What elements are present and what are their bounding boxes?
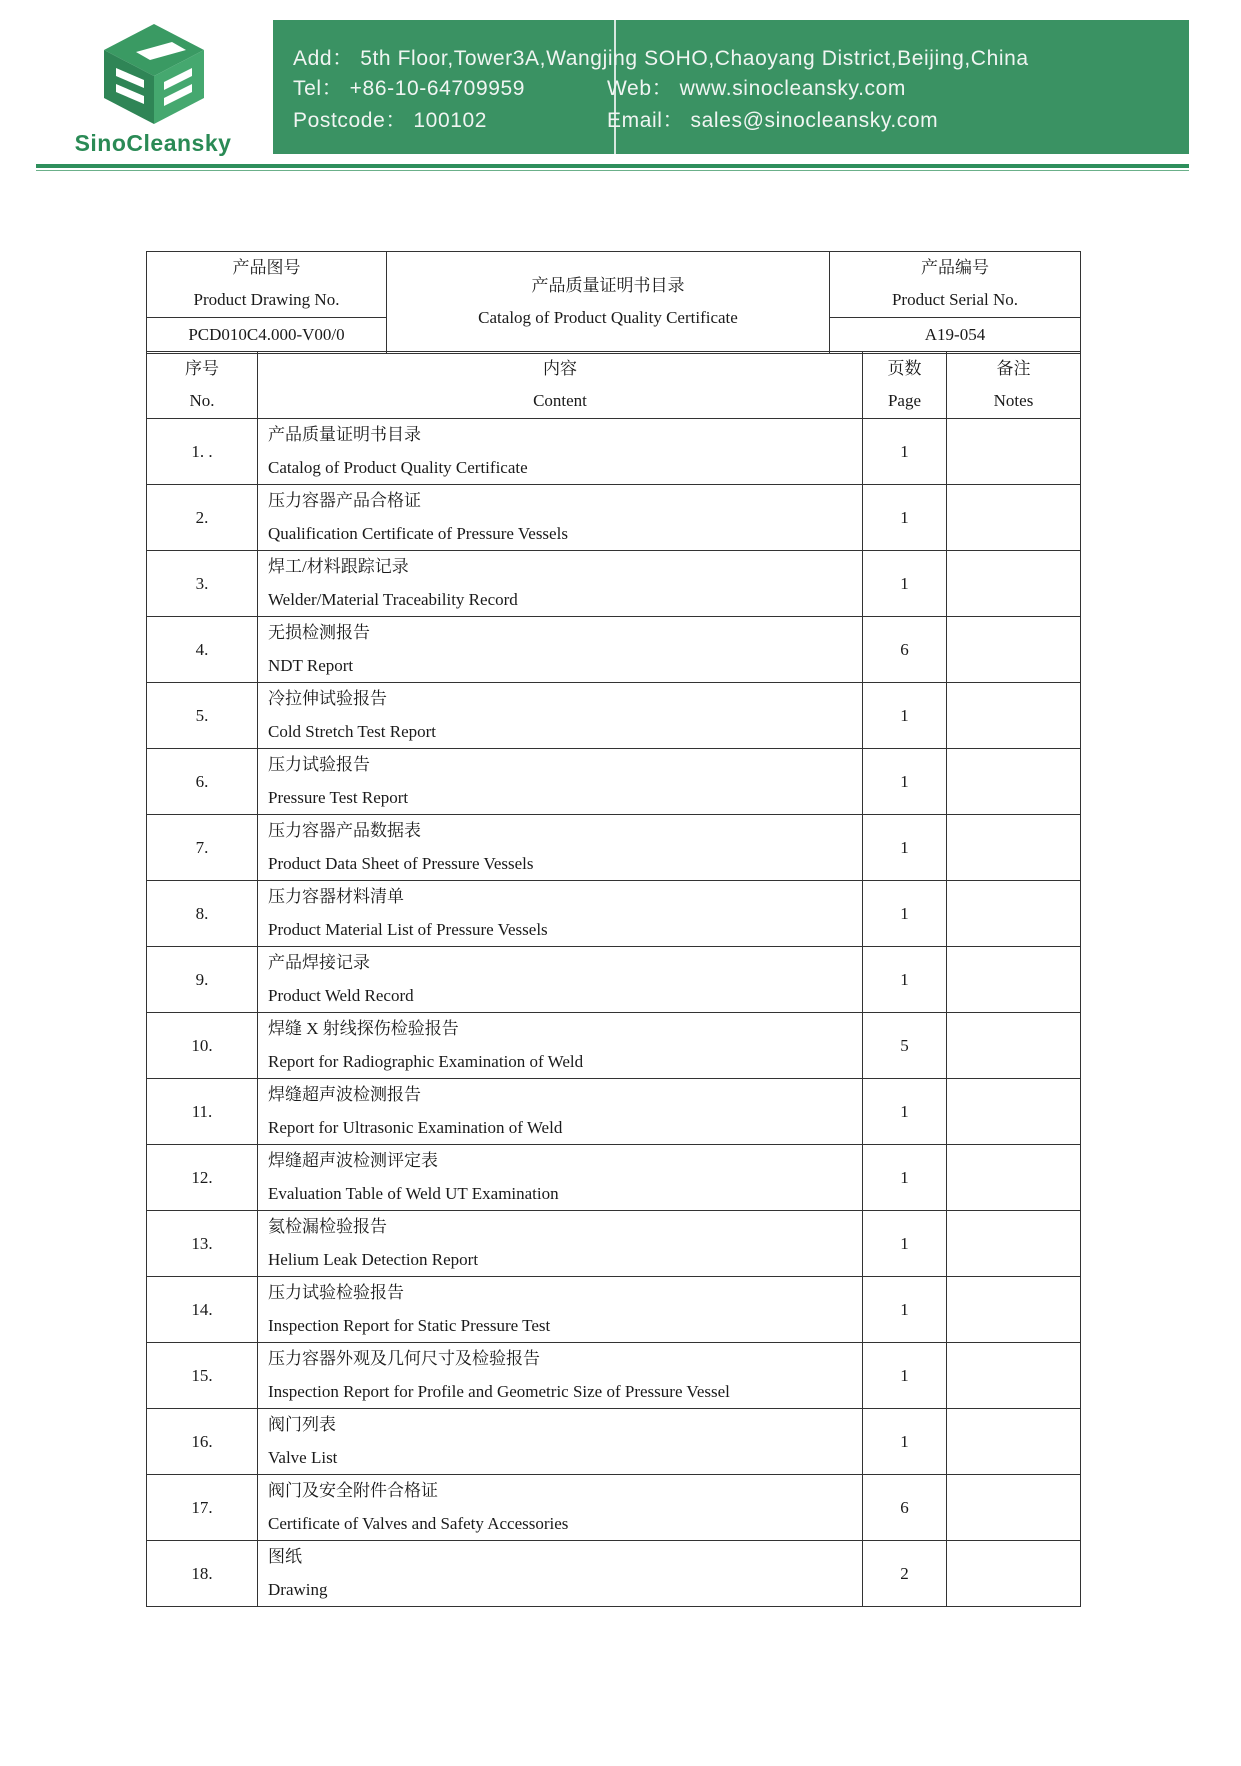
table-row bbox=[147, 1541, 1081, 1607]
document-title: 产品质量证明书目录 Catalog of Product Quality Certificate bbox=[387, 252, 830, 354]
row-title-en: Drawing bbox=[268, 1579, 328, 1599]
row-title-en: Welder/Material Traceability Record bbox=[268, 589, 518, 609]
row-number: 12. bbox=[147, 1145, 258, 1211]
table-header-row bbox=[147, 352, 1081, 419]
row-number: 10. bbox=[147, 1013, 258, 1079]
row-title-en: Helium Leak Detection Report bbox=[268, 1249, 479, 1269]
table-row bbox=[147, 1145, 1081, 1211]
row-page-count: 1 bbox=[863, 683, 947, 749]
col-header-content: 内容 Content bbox=[258, 352, 863, 419]
serial-no-value: A19-054 bbox=[830, 317, 1081, 353]
row-content bbox=[258, 1475, 863, 1541]
row-notes bbox=[947, 683, 1081, 749]
row-title-zh: 无损检测报告 bbox=[268, 623, 370, 643]
row-number: 15. bbox=[147, 1343, 258, 1409]
table-row bbox=[147, 881, 1081, 947]
row-number: 8. bbox=[147, 881, 258, 947]
row-page-count: 5 bbox=[863, 1013, 947, 1079]
row-title-zh: 焊缝 X 射线探伤检验报告 bbox=[268, 1019, 459, 1039]
row-title-zh: 压力容器产品合格证 bbox=[268, 491, 421, 511]
row-content bbox=[258, 1409, 863, 1475]
row-number: 6. bbox=[147, 749, 258, 815]
row-number: 3. bbox=[147, 551, 258, 617]
company-logo bbox=[38, 22, 268, 162]
row-content bbox=[258, 419, 863, 485]
row-title-zh: 压力容器产品数据表 bbox=[268, 821, 421, 841]
row-title-en: Evaluation Table of Weld UT Examination bbox=[268, 1183, 559, 1203]
row-notes bbox=[947, 1277, 1081, 1343]
row-content bbox=[258, 1277, 863, 1343]
table-row bbox=[147, 947, 1081, 1013]
row-content bbox=[258, 881, 863, 947]
row-title-en: Product Material List of Pressure Vessels bbox=[268, 919, 548, 939]
row-notes bbox=[947, 1013, 1081, 1079]
row-number: 4. bbox=[147, 617, 258, 683]
col-header-no: 序号 No. bbox=[147, 352, 258, 419]
catalog-table bbox=[146, 351, 1081, 1607]
row-title-en: Cold Stretch Test Report bbox=[268, 721, 437, 741]
row-content bbox=[258, 683, 863, 749]
row-title-en: Catalog of Product Quality Certificate bbox=[268, 457, 528, 477]
table-row bbox=[147, 551, 1081, 617]
row-number: 14. bbox=[147, 1277, 258, 1343]
row-title-en: NDT Report bbox=[268, 655, 354, 675]
row-title-en: Product Weld Record bbox=[268, 985, 414, 1005]
row-page-count: 6 bbox=[863, 617, 947, 683]
row-page-count: 1 bbox=[863, 749, 947, 815]
row-title-zh: 压力试验报告 bbox=[268, 755, 370, 775]
row-content bbox=[258, 485, 863, 551]
row-page-count: 6 bbox=[863, 1475, 947, 1541]
row-title-zh: 焊缝超声波检测评定表 bbox=[268, 1151, 438, 1171]
row-notes bbox=[947, 947, 1081, 1013]
row-title-zh: 氦检漏检验报告 bbox=[268, 1217, 387, 1237]
row-number: 17. bbox=[147, 1475, 258, 1541]
table-row bbox=[147, 1211, 1081, 1277]
row-notes bbox=[947, 1409, 1081, 1475]
row-page-count: 1 bbox=[863, 1277, 947, 1343]
row-page-count: 1 bbox=[863, 1145, 947, 1211]
row-title-zh: 阀门列表 bbox=[268, 1415, 336, 1435]
row-page-count: 1 bbox=[863, 1409, 947, 1475]
row-notes bbox=[947, 1079, 1081, 1145]
row-title-en: Qualification Certificate of Pressure Vessels bbox=[268, 523, 568, 543]
row-notes bbox=[947, 1145, 1081, 1211]
row-title-zh: 焊缝超声波检测报告 bbox=[268, 1085, 421, 1105]
row-title-zh: 产品焊接记录 bbox=[268, 953, 370, 973]
row-number: 9. bbox=[147, 947, 258, 1013]
table-row bbox=[147, 1475, 1081, 1541]
row-title-zh: 图纸 bbox=[268, 1547, 302, 1567]
postcode-text: Postcode： 100102 bbox=[293, 109, 488, 132]
row-title-en: Inspection Report for Static Pressure Test bbox=[268, 1315, 551, 1335]
table-row bbox=[147, 749, 1081, 815]
row-title-en: Pressure Test Report bbox=[268, 787, 409, 807]
web-link[interactable]: Web： www.sinocleansky.com bbox=[607, 77, 906, 100]
row-number: 11. bbox=[147, 1079, 258, 1145]
row-title-zh: 产品质量证明书目录 bbox=[268, 425, 421, 445]
row-content bbox=[258, 551, 863, 617]
row-content bbox=[258, 815, 863, 881]
row-title-en: Report for Ultrasonic Examination of Weld bbox=[268, 1117, 563, 1137]
row-number: 18. bbox=[147, 1541, 258, 1607]
row-page-count: 1 bbox=[863, 1343, 947, 1409]
row-content bbox=[258, 1013, 863, 1079]
row-title-zh: 阀门及安全附件合格证 bbox=[268, 1481, 438, 1501]
row-content bbox=[258, 749, 863, 815]
row-title-en: Report for Radiographic Examination of Weld bbox=[268, 1051, 584, 1071]
row-title-en: Inspection Report for Profile and Geometric Size of Pressure Vessel bbox=[268, 1381, 730, 1401]
contact-banner bbox=[273, 20, 1189, 154]
row-title-zh: 压力试验检验报告 bbox=[268, 1283, 404, 1303]
row-number: 5. bbox=[147, 683, 258, 749]
row-notes bbox=[947, 815, 1081, 881]
col-header-notes: 备注 Notes bbox=[947, 352, 1081, 419]
drawing-no-value: PCD010C4.000-V00/0 bbox=[147, 317, 387, 353]
email-link[interactable]: Email： sales@sinocleansky.com bbox=[607, 109, 939, 132]
address-text: Add： 5th Floor,Tower3A,Wangjing SOHO,Chaoyang District,Beijing,China bbox=[293, 47, 1029, 70]
row-content bbox=[258, 1145, 863, 1211]
row-notes bbox=[947, 1211, 1081, 1277]
row-title-zh: 压力容器外观及几何尺寸及检验报告 bbox=[268, 1349, 540, 1369]
row-notes bbox=[947, 617, 1081, 683]
row-title-zh: 压力容器材料清单 bbox=[268, 887, 404, 907]
row-content bbox=[258, 1541, 863, 1607]
row-content bbox=[258, 1211, 863, 1277]
row-page-count: 1 bbox=[863, 551, 947, 617]
col-header-page: 页数 Page bbox=[863, 352, 947, 419]
row-content bbox=[258, 1079, 863, 1145]
row-content bbox=[258, 947, 863, 1013]
row-notes bbox=[947, 1541, 1081, 1607]
row-page-count: 1 bbox=[863, 1211, 947, 1277]
row-notes bbox=[947, 419, 1081, 485]
tel-text: Tel： +86-10-64709959 bbox=[293, 77, 526, 100]
row-title-en: Valve List bbox=[268, 1447, 338, 1467]
table-row bbox=[147, 419, 1081, 485]
row-page-count: 1 bbox=[863, 815, 947, 881]
row-number: 7. bbox=[147, 815, 258, 881]
row-page-count: 1 bbox=[863, 485, 947, 551]
row-title-zh: 冷拉伸试验报告 bbox=[268, 689, 387, 709]
row-number: 2. bbox=[147, 485, 258, 551]
row-content bbox=[258, 1343, 863, 1409]
table-row bbox=[147, 815, 1081, 881]
row-page-count: 1 bbox=[863, 419, 947, 485]
row-number: 1. . bbox=[147, 419, 258, 485]
table-row bbox=[147, 1079, 1081, 1145]
header-rule-thin bbox=[36, 170, 1189, 171]
table-row bbox=[147, 1013, 1081, 1079]
row-notes bbox=[947, 881, 1081, 947]
table-row bbox=[147, 1277, 1081, 1343]
row-notes bbox=[947, 551, 1081, 617]
drawing-no-label: 产品图号 Product Drawing No. bbox=[147, 252, 387, 318]
row-page-count: 1 bbox=[863, 947, 947, 1013]
row-title-zh: 焊工/材料跟踪记录 bbox=[268, 557, 409, 577]
cube-logo-icon bbox=[96, 22, 212, 126]
row-number: 16. bbox=[147, 1409, 258, 1475]
row-notes bbox=[947, 749, 1081, 815]
row-page-count: 1 bbox=[863, 1079, 947, 1145]
row-page-count: 2 bbox=[863, 1541, 947, 1607]
row-notes bbox=[947, 1475, 1081, 1541]
row-title-en: Certificate of Valves and Safety Accessories bbox=[268, 1513, 569, 1533]
table-row bbox=[147, 1409, 1081, 1475]
row-notes bbox=[947, 1343, 1081, 1409]
table-row bbox=[147, 617, 1081, 683]
document-header-table bbox=[146, 251, 1081, 354]
table-row bbox=[147, 1343, 1081, 1409]
row-page-count: 1 bbox=[863, 881, 947, 947]
header-rule bbox=[36, 164, 1189, 168]
row-notes bbox=[947, 485, 1081, 551]
serial-no-label: 产品编号 Product Serial No. bbox=[830, 252, 1081, 318]
table-row bbox=[147, 683, 1081, 749]
table-row bbox=[147, 485, 1081, 551]
row-content bbox=[258, 617, 863, 683]
row-number: 13. bbox=[147, 1211, 258, 1277]
brand-name: SinoCleansky bbox=[74, 130, 232, 156]
row-title-en: Product Data Sheet of Pressure Vessels bbox=[268, 853, 534, 873]
